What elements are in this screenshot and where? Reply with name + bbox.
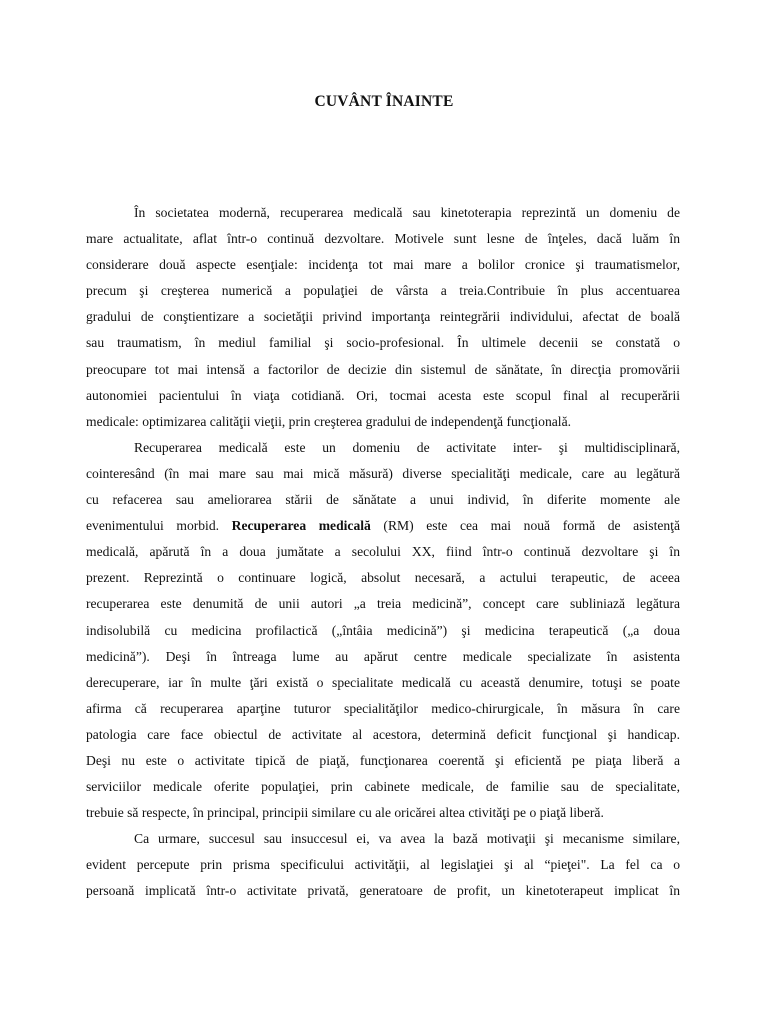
text-line: gradului de conştientizare a societăţii privind importanţa reintegrării individului, afectat de boală (86, 309, 680, 325)
text-line: medicală, apărută în a doua jumătate a secolului XX, fiind într-o continuă dezvoltare şi în (86, 544, 680, 560)
text-line: indisolubilă cu medicina profilactică („întâia medicină”) şi medicina terapeutică („a doua (86, 622, 680, 638)
text-run: evenimentului morbid. (86, 518, 232, 534)
text-line: Ca urmare, succesul sau insuccesul ei, va avea la bază motivaţii şi mecanisme similare, (134, 831, 680, 847)
text-line: patologia care face obiectul de activitate al acestora, determină deficit funcţional şi handicap. (86, 726, 680, 742)
text-line: precum şi creşterea numerică a populaţiei de vârsta a treia.Contribuie în plus accentuarea (86, 283, 680, 299)
text-line: medicină”). Deşi în întreaga lume au apărut centre medicale specializate în asistenta (86, 648, 680, 664)
page-title: CUVÂNT ÎNAINTE (314, 93, 454, 110)
text-line: În societatea modernă, recuperarea medicală sau kinetoterapia reprezintă un domeniu de (134, 205, 680, 220)
text-line: prezent. Reprezintă o continuare logică, absolut necesară, a actului terapeutic, de aceea (86, 570, 680, 586)
text-line: considerare două aspecte esenţiale: incidenţa tot mai mare a bolilor cronice şi traumatismelor, (86, 257, 680, 273)
text-line: recuperarea este denumită de unii autori „a treia medicină”, concept care subliniază legătura (86, 596, 680, 612)
text-line: cu refacerea sau ameliorarea stării de sănătate a unui individ, în diferite momente ale (86, 492, 680, 508)
text-line: preocupare tot mai intensă a factorilor de decizie din sistemul de sănătate, în direcţia promovării (86, 361, 680, 377)
text-line: medicale: optimizarea calităţii vieţii, prin creşterea gradului de independenţă funcţională. (86, 413, 572, 429)
text-line: evident percepute prin prisma specificului activităţii, al legislaţiei şi al “pieţei". La fel ca o (86, 857, 680, 873)
text-line: autonomiei pacientului în viaţa cotidiană. Ori, tocmai acesta este scopul final al recuperării (86, 387, 680, 403)
text-line (86, 513, 680, 539)
text-line: serviciilor medicale oferite populaţiei, prin cabinete medicale, de familie sau de specialitate, (86, 779, 680, 795)
body-text (86, 200, 680, 905)
text-line: afirma că recuperarea aparţine tuturor specialităţilor medico-chirurgicale, în măsura în care (86, 700, 680, 716)
text-line: persoană implicată într-o activitate privată, generatoare de profit, un kinetoterapeut implicat în (86, 883, 680, 899)
text-line: trebuie să respecte, în principal, principii similare cu ale oricărei altea ctivităţi pe o piaţă liberă. (86, 805, 604, 821)
text-line: sau traumatism, în mediul familial şi socio-profesional. În ultimele decenii se constată o (86, 335, 680, 351)
text-line: mare actualitate, aflat într-o continuă dezvoltare. Motivele sunt lesne de înţeles, dacă luăm în (86, 231, 680, 247)
bold-term: Recuperarea medicală (231, 518, 371, 534)
text-run: (RM) este cea mai nouă formă de asistenţă (370, 518, 680, 534)
text-line: cointeresând (în mai mare sau mai mică măsură) diverse specialităţi medicale, care au legătură (86, 465, 680, 481)
text-line: Recuperarea medicală este un domeniu de activitate inter- şi multidisciplinară, (134, 439, 680, 455)
text-line: Deşi nu este o activitate tipică de piaţă, funcţionarea coerentă şi eficientă pe piaţa liberă a (86, 752, 680, 768)
text-line: derecuperare, iar în multe ţări există o specialitate medicală cu această denumire, totuşi se poate (86, 674, 680, 690)
